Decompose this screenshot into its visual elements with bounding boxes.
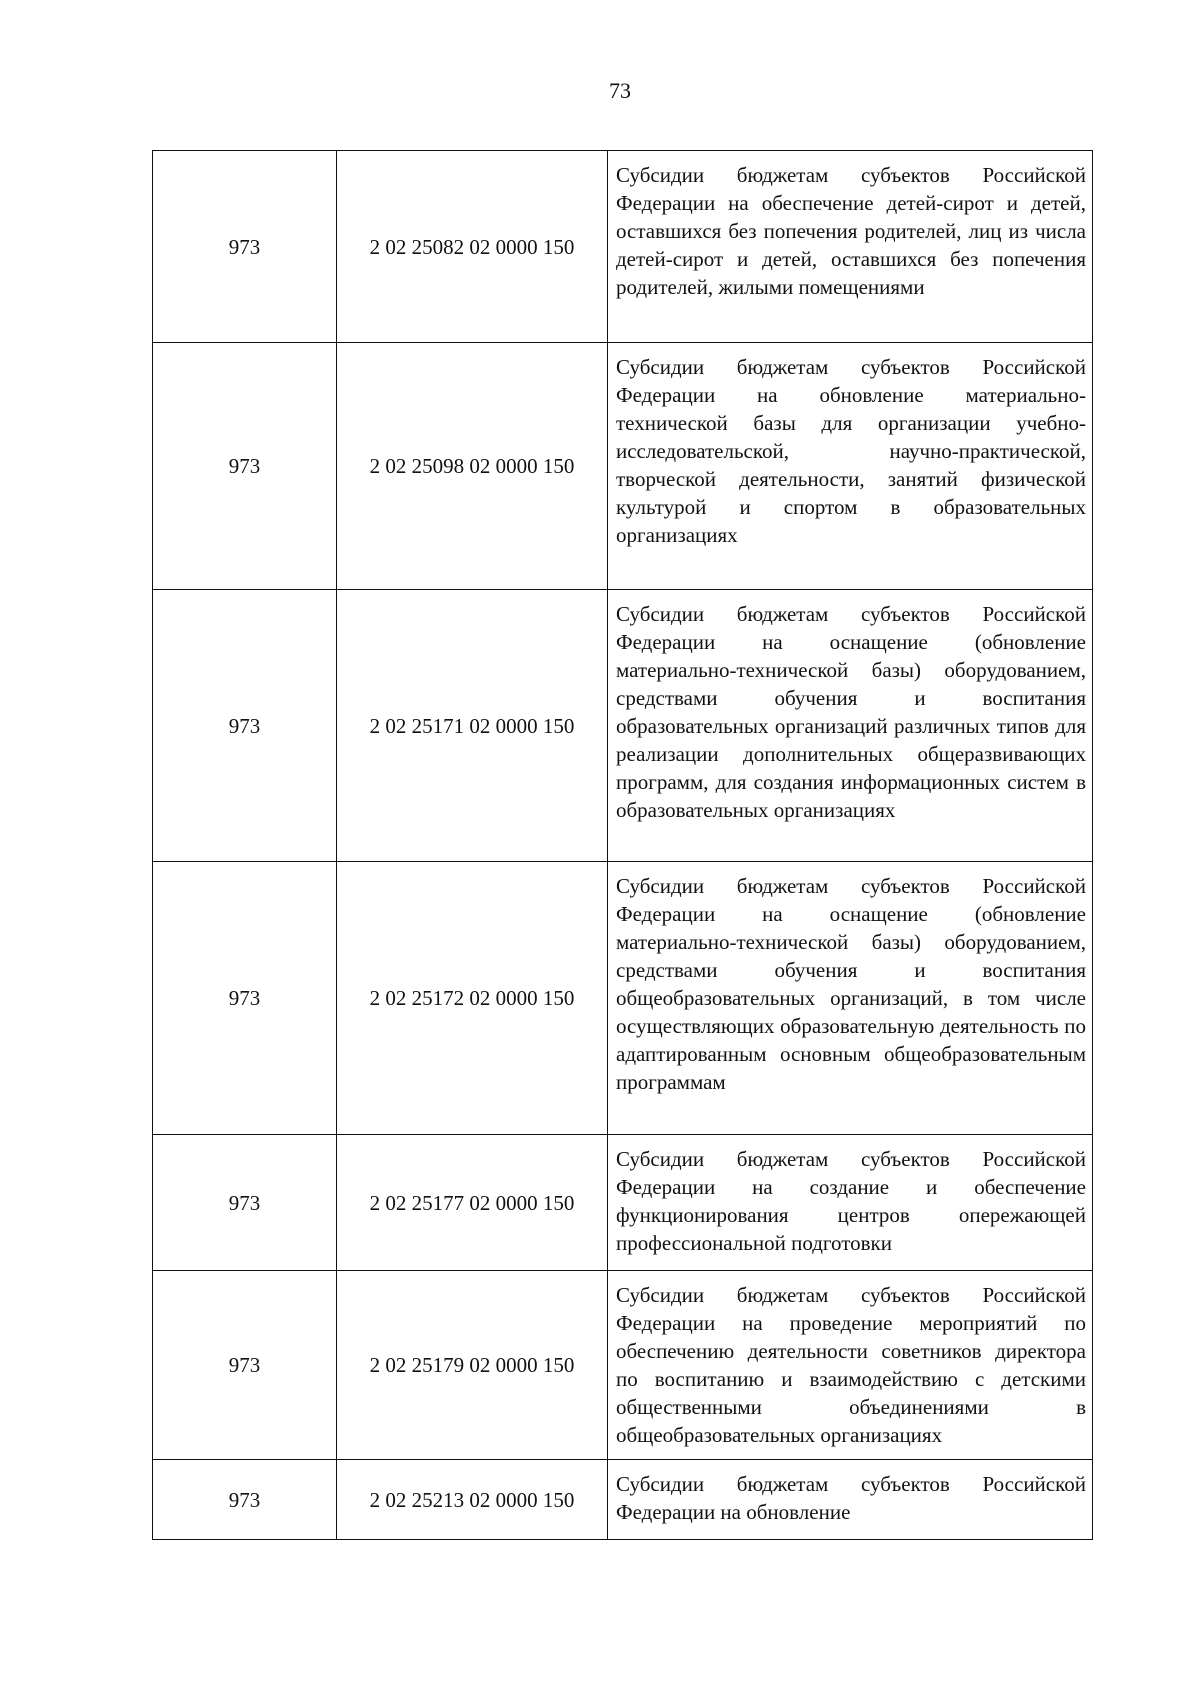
admin-code-cell: 973 [153,1460,337,1540]
description-cell: Субсидии бюджетам субъектов Российской Федерации на обеспечение детей-сирот и детей, оставшихся без попечения родителей, лиц из числа детей-сирот и детей, оставшихся без попечения родителей, жилыми помещениями [608,151,1093,343]
budget-classification-table [152,150,1093,1540]
admin-code-cell: 973 [153,151,337,343]
description-cell: Субсидии бюджетам субъектов Российской Федерации на создание и обеспечение функционирования центров опережающей профессиональной подготовки [608,1135,1093,1271]
page-number: 73 [609,78,631,103]
budget-code-cell: 2 02 25171 02 0000 150 [337,590,608,862]
table-row [153,1460,1093,1540]
admin-code-cell: 973 [153,1271,337,1460]
budget-code-cell: 2 02 25098 02 0000 150 [337,343,608,590]
table-row [153,862,1093,1135]
budget-code-cell: 2 02 25179 02 0000 150 [337,1271,608,1460]
description-cell: Субсидии бюджетам субъектов Российской Федерации на обновление материально-технической базы для организации учебно-исследовательской, научно-практической, творческой деятельности, занятий физической культурой и спортом в образовательных организациях [608,343,1093,590]
table-row [153,343,1093,590]
admin-code-cell: 973 [153,343,337,590]
admin-code-cell: 973 [153,590,337,862]
budget-code-cell: 2 02 25177 02 0000 150 [337,1135,608,1271]
table-row [153,1135,1093,1271]
description-cell: Субсидии бюджетам субъектов Российской Федерации на обновление [608,1460,1093,1540]
table-row [153,590,1093,862]
admin-code-cell: 973 [153,1135,337,1271]
table-row [153,151,1093,343]
description-cell: Субсидии бюджетам субъектов Российской Федерации на оснащение (обновление материально-технической базы) оборудованием, средствами обучения и воспитания образовательных организаций различных типов для реализации дополнительных общеразвивающих программ, для создания информационных систем в образовательных организациях [608,590,1093,862]
budget-code-cell: 2 02 25172 02 0000 150 [337,862,608,1135]
budget-code-cell: 2 02 25082 02 0000 150 [337,151,608,343]
description-cell: Субсидии бюджетам субъектов Российской Федерации на оснащение (обновление материально-технической базы) оборудованием, средствами обучения и воспитания общеобразовательных организаций, в том числе осуществляющих образовательную деятельность по адаптированным основным общеобразовательным программам [608,862,1093,1135]
budget-code-cell: 2 02 25213 02 0000 150 [337,1460,608,1540]
description-cell: Субсидии бюджетам субъектов Российской Федерации на проведение мероприятий по обеспечению деятельности советников директора по воспитанию и взаимодействию с детскими общественными объединениями в общеобразовательных организациях [608,1271,1093,1460]
admin-code-cell: 973 [153,862,337,1135]
table-row [153,1271,1093,1460]
